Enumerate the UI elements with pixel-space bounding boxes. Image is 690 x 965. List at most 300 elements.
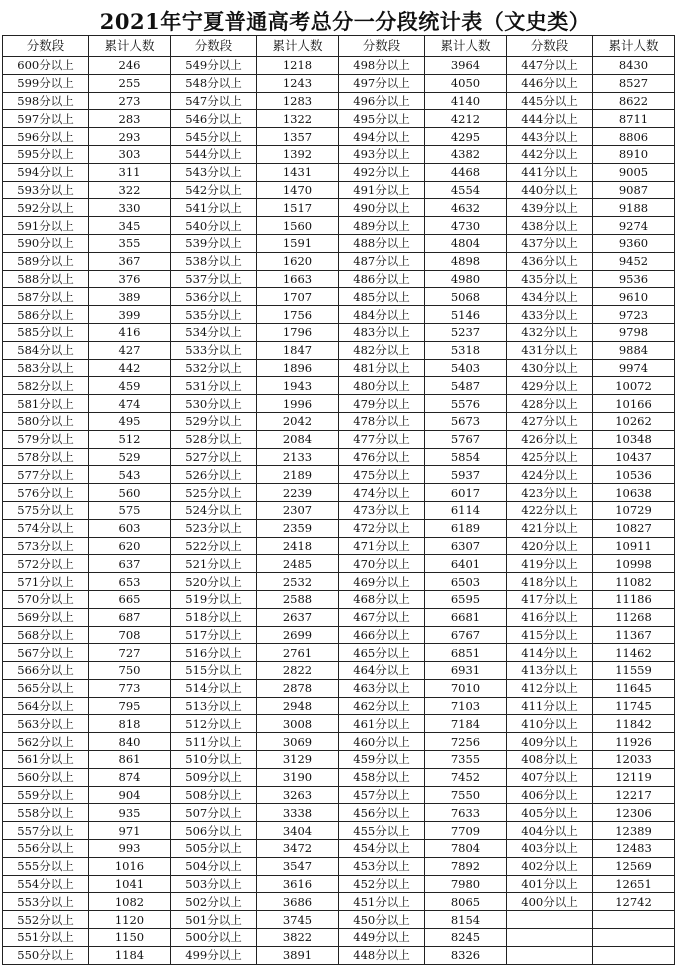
- cumulative-count-cell: 10911: [593, 537, 675, 555]
- header-cumulative-count: 累计人数: [425, 36, 507, 57]
- score-range-cell: 578分以上: [3, 448, 89, 466]
- cumulative-count-cell: 246: [89, 57, 171, 75]
- cumulative-count-cell: 5146: [425, 306, 507, 324]
- cumulative-count-cell: 1082: [89, 893, 171, 911]
- cumulative-count-cell: [593, 946, 675, 964]
- score-range-cell: 406分以上: [507, 786, 593, 804]
- score-range-cell: 433分以上: [507, 306, 593, 324]
- cumulative-count-cell: 3616: [257, 875, 339, 893]
- page-title: 2021年宁夏普通高考总分一分段统计表（文史类）: [99, 9, 591, 34]
- cumulative-count-cell: 6681: [425, 608, 507, 626]
- score-range-cell: 594分以上: [3, 163, 89, 181]
- cumulative-count-cell: 5068: [425, 288, 507, 306]
- cumulative-count-cell: 773: [89, 679, 171, 697]
- cumulative-count-cell: 10166: [593, 395, 675, 413]
- score-range-cell: 554分以上: [3, 875, 89, 893]
- score-range-cell: 516分以上: [171, 644, 257, 662]
- score-range-cell: 598分以上: [3, 92, 89, 110]
- cumulative-count-cell: 795: [89, 697, 171, 715]
- cumulative-count-cell: 1041: [89, 875, 171, 893]
- cumulative-count-cell: 12651: [593, 875, 675, 893]
- cumulative-count-cell: 8622: [593, 92, 675, 110]
- table-row: [3, 252, 675, 270]
- cumulative-count-cell: 1392: [257, 145, 339, 163]
- cumulative-count-cell: 4980: [425, 270, 507, 288]
- cumulative-count-cell: 12306: [593, 804, 675, 822]
- cumulative-count-cell: 11745: [593, 697, 675, 715]
- score-range-cell: 449分以上: [339, 929, 425, 947]
- cumulative-count-cell: 7892: [425, 857, 507, 875]
- cumulative-count-cell: 4468: [425, 163, 507, 181]
- cumulative-count-cell: 283: [89, 110, 171, 128]
- score-range-cell: 511分以上: [171, 733, 257, 751]
- cumulative-count-cell: 11082: [593, 573, 675, 591]
- cumulative-count-cell: 1322: [257, 110, 339, 128]
- header-score-range: 分数段: [339, 36, 425, 57]
- score-range-cell: 485分以上: [339, 288, 425, 306]
- cumulative-count-cell: 1517: [257, 199, 339, 217]
- score-range-cell: 480分以上: [339, 377, 425, 395]
- table-row: [3, 234, 675, 252]
- score-range-cell: 464分以上: [339, 662, 425, 680]
- score-range-cell: [507, 911, 593, 929]
- score-range-cell: 452分以上: [339, 875, 425, 893]
- score-range-cell: [507, 946, 593, 964]
- cumulative-count-cell: 575: [89, 501, 171, 519]
- cumulative-count-cell: 1896: [257, 359, 339, 377]
- score-range-cell: 523分以上: [171, 519, 257, 537]
- score-range-cell: 459分以上: [339, 751, 425, 769]
- cumulative-count-cell: 6851: [425, 644, 507, 662]
- score-range-cell: 421分以上: [507, 519, 593, 537]
- score-range-cell: 530分以上: [171, 395, 257, 413]
- cumulative-count-cell: 10437: [593, 448, 675, 466]
- cumulative-count-cell: 255: [89, 74, 171, 92]
- cumulative-count-cell: 3338: [257, 804, 339, 822]
- cumulative-count-cell: 8154: [425, 911, 507, 929]
- score-range-cell: 596分以上: [3, 128, 89, 146]
- score-range-cell: 560分以上: [3, 768, 89, 786]
- score-range-cell: 448分以上: [339, 946, 425, 964]
- score-range-cell: 590分以上: [3, 234, 89, 252]
- score-range-cell: 592分以上: [3, 199, 89, 217]
- score-range-cell: 445分以上: [507, 92, 593, 110]
- table-row: [3, 484, 675, 502]
- header-score-range: 分数段: [507, 36, 593, 57]
- score-range-cell: 466分以上: [339, 626, 425, 644]
- cumulative-count-cell: 2307: [257, 501, 339, 519]
- cumulative-count-cell: 8910: [593, 145, 675, 163]
- cumulative-count-cell: 6401: [425, 555, 507, 573]
- score-range-cell: 524分以上: [171, 501, 257, 519]
- cumulative-count-cell: 273: [89, 92, 171, 110]
- score-range-cell: 471分以上: [339, 537, 425, 555]
- score-range-cell: 581分以上: [3, 395, 89, 413]
- cumulative-count-cell: 2948: [257, 697, 339, 715]
- cumulative-count-cell: 1357: [257, 128, 339, 146]
- cumulative-count-cell: 1184: [89, 946, 171, 964]
- cumulative-count-cell: 8711: [593, 110, 675, 128]
- cumulative-count-cell: 8527: [593, 74, 675, 92]
- cumulative-count-cell: 303: [89, 145, 171, 163]
- score-range-cell: 498分以上: [339, 57, 425, 75]
- table-row: [3, 537, 675, 555]
- score-range-cell: 512分以上: [171, 715, 257, 733]
- score-range-cell: 447分以上: [507, 57, 593, 75]
- score-range-cell: 527分以上: [171, 448, 257, 466]
- cumulative-count-cell: 3190: [257, 768, 339, 786]
- score-range-cell: 542分以上: [171, 181, 257, 199]
- cumulative-count-cell: 750: [89, 662, 171, 680]
- score-range-cell: 432分以上: [507, 323, 593, 341]
- cumulative-count-cell: 367: [89, 252, 171, 270]
- cumulative-count-cell: 687: [89, 608, 171, 626]
- score-range-cell: 546分以上: [171, 110, 257, 128]
- table-row: [3, 359, 675, 377]
- score-range-cell: 481分以上: [339, 359, 425, 377]
- cumulative-count-cell: 2822: [257, 662, 339, 680]
- cumulative-count-cell: 4632: [425, 199, 507, 217]
- header-cumulative-count: 累计人数: [89, 36, 171, 57]
- score-range-cell: 483分以上: [339, 323, 425, 341]
- cumulative-count-cell: 708: [89, 626, 171, 644]
- table-row: [3, 395, 675, 413]
- cumulative-count-cell: 427: [89, 341, 171, 359]
- cumulative-count-cell: 2588: [257, 590, 339, 608]
- score-range-cell: 520分以上: [171, 573, 257, 591]
- cumulative-count-cell: 416: [89, 323, 171, 341]
- cumulative-count-cell: 11926: [593, 733, 675, 751]
- score-range-cell: 439分以上: [507, 199, 593, 217]
- score-range-cell: 534分以上: [171, 323, 257, 341]
- cumulative-count-cell: [593, 911, 675, 929]
- cumulative-count-cell: [593, 929, 675, 947]
- cumulative-count-cell: 1120: [89, 911, 171, 929]
- score-range-cell: 401分以上: [507, 875, 593, 893]
- cumulative-count-cell: 9188: [593, 199, 675, 217]
- cumulative-count-cell: 11462: [593, 644, 675, 662]
- table-row: [3, 573, 675, 591]
- table-row: [3, 128, 675, 146]
- table-row: [3, 323, 675, 341]
- score-range-cell: 579分以上: [3, 430, 89, 448]
- score-range-cell: 412分以上: [507, 679, 593, 697]
- score-range-cell: 565分以上: [3, 679, 89, 697]
- table-row: [3, 644, 675, 662]
- score-range-cell: 568分以上: [3, 626, 89, 644]
- cumulative-count-cell: 1796: [257, 323, 339, 341]
- table-row: [3, 163, 675, 181]
- cumulative-count-cell: 3472: [257, 840, 339, 858]
- score-range-cell: 543分以上: [171, 163, 257, 181]
- table-row: [3, 466, 675, 484]
- score-range-cell: 469分以上: [339, 573, 425, 591]
- table-row: [3, 751, 675, 769]
- cumulative-count-cell: 727: [89, 644, 171, 662]
- score-range-cell: 482分以上: [339, 341, 425, 359]
- table-row: [3, 181, 675, 199]
- cumulative-count-cell: 5318: [425, 341, 507, 359]
- score-range-cell: 566分以上: [3, 662, 89, 680]
- cumulative-count-cell: 603: [89, 519, 171, 537]
- table-row: [3, 306, 675, 324]
- cumulative-count-cell: 1943: [257, 377, 339, 395]
- table-row: [3, 608, 675, 626]
- cumulative-count-cell: 9087: [593, 181, 675, 199]
- cumulative-count-cell: 818: [89, 715, 171, 733]
- cumulative-count-cell: 12119: [593, 768, 675, 786]
- score-range-cell: 443分以上: [507, 128, 593, 146]
- score-range-cell: 420分以上: [507, 537, 593, 555]
- score-range-cell: 559分以上: [3, 786, 89, 804]
- cumulative-count-cell: 3964: [425, 57, 507, 75]
- cumulative-count-cell: 3822: [257, 929, 339, 947]
- score-range-cell: 408分以上: [507, 751, 593, 769]
- score-range-cell: 526分以上: [171, 466, 257, 484]
- cumulative-count-cell: 6017: [425, 484, 507, 502]
- cumulative-count-cell: 1431: [257, 163, 339, 181]
- cumulative-count-cell: 12742: [593, 893, 675, 911]
- table-row: [3, 501, 675, 519]
- score-range-cell: 588分以上: [3, 270, 89, 288]
- cumulative-count-cell: 861: [89, 751, 171, 769]
- score-range-cell: 413分以上: [507, 662, 593, 680]
- score-range-cell: 571分以上: [3, 573, 89, 591]
- score-range-cell: 475分以上: [339, 466, 425, 484]
- cumulative-count-cell: 9005: [593, 163, 675, 181]
- score-range-cell: 499分以上: [171, 946, 257, 964]
- score-range-cell: 414分以上: [507, 644, 593, 662]
- cumulative-count-cell: 11367: [593, 626, 675, 644]
- cumulative-count-cell: 5487: [425, 377, 507, 395]
- score-range-cell: 425分以上: [507, 448, 593, 466]
- cumulative-count-cell: 6114: [425, 501, 507, 519]
- table-row: [3, 697, 675, 715]
- score-range-cell: 489分以上: [339, 217, 425, 235]
- score-range-cell: 430分以上: [507, 359, 593, 377]
- cumulative-count-cell: 6189: [425, 519, 507, 537]
- score-range-cell: [507, 929, 593, 947]
- cumulative-count-cell: 11645: [593, 679, 675, 697]
- cumulative-count-cell: 512: [89, 430, 171, 448]
- score-range-cell: 440分以上: [507, 181, 593, 199]
- cumulative-count-cell: 1707: [257, 288, 339, 306]
- cumulative-count-cell: 2189: [257, 466, 339, 484]
- cumulative-count-cell: 10348: [593, 430, 675, 448]
- score-range-cell: 492分以上: [339, 163, 425, 181]
- score-range-cell: 411分以上: [507, 697, 593, 715]
- score-range-cell: 564分以上: [3, 697, 89, 715]
- score-range-cell: 541分以上: [171, 199, 257, 217]
- cumulative-count-cell: 560: [89, 484, 171, 502]
- cumulative-count-cell: 9274: [593, 217, 675, 235]
- cumulative-count-cell: 322: [89, 181, 171, 199]
- score-range-cell: 539分以上: [171, 234, 257, 252]
- score-range-cell: 434分以上: [507, 288, 593, 306]
- cumulative-count-cell: 7184: [425, 715, 507, 733]
- cumulative-count-cell: 2418: [257, 537, 339, 555]
- score-range-cell: 468分以上: [339, 590, 425, 608]
- cumulative-count-cell: 7550: [425, 786, 507, 804]
- score-range-cell: 422分以上: [507, 501, 593, 519]
- score-range-cell: 455分以上: [339, 822, 425, 840]
- table-row: [3, 893, 675, 911]
- score-table: [2, 35, 675, 965]
- header-row: [3, 36, 675, 57]
- score-range-cell: 549分以上: [171, 57, 257, 75]
- score-range-cell: 532分以上: [171, 359, 257, 377]
- score-range-cell: 586分以上: [3, 306, 89, 324]
- table-row: [3, 626, 675, 644]
- cumulative-count-cell: 1620: [257, 252, 339, 270]
- score-range-cell: 515分以上: [171, 662, 257, 680]
- score-range-cell: 457分以上: [339, 786, 425, 804]
- cumulative-count-cell: 8245: [425, 929, 507, 947]
- table-row: [3, 590, 675, 608]
- cumulative-count-cell: 3547: [257, 857, 339, 875]
- cumulative-count-cell: 1150: [89, 929, 171, 947]
- score-range-cell: 472分以上: [339, 519, 425, 537]
- table-row: [3, 199, 675, 217]
- score-range-cell: 460分以上: [339, 733, 425, 751]
- score-range-cell: 438分以上: [507, 217, 593, 235]
- cumulative-count-cell: 971: [89, 822, 171, 840]
- table-row: [3, 733, 675, 751]
- table-row: [3, 911, 675, 929]
- score-range-cell: 488分以上: [339, 234, 425, 252]
- score-range-cell: 521分以上: [171, 555, 257, 573]
- score-range-cell: 426分以上: [507, 430, 593, 448]
- score-range-cell: 405分以上: [507, 804, 593, 822]
- score-range-cell: 431分以上: [507, 341, 593, 359]
- score-range-cell: 403分以上: [507, 840, 593, 858]
- cumulative-count-cell: 355: [89, 234, 171, 252]
- cumulative-count-cell: 653: [89, 573, 171, 591]
- table-row: [3, 92, 675, 110]
- cumulative-count-cell: 6767: [425, 626, 507, 644]
- table-row: [3, 270, 675, 288]
- cumulative-count-cell: 12033: [593, 751, 675, 769]
- cumulative-count-cell: 2761: [257, 644, 339, 662]
- score-range-cell: 540分以上: [171, 217, 257, 235]
- score-range-cell: 505分以上: [171, 840, 257, 858]
- score-range-cell: 429分以上: [507, 377, 593, 395]
- table-row: [3, 288, 675, 306]
- cumulative-count-cell: 8065: [425, 893, 507, 911]
- score-range-cell: 461分以上: [339, 715, 425, 733]
- score-range-cell: 473分以上: [339, 501, 425, 519]
- score-range-cell: 547分以上: [171, 92, 257, 110]
- cumulative-count-cell: 3069: [257, 733, 339, 751]
- score-range-cell: 478分以上: [339, 412, 425, 430]
- score-range-cell: 509分以上: [171, 768, 257, 786]
- score-range-cell: 519分以上: [171, 590, 257, 608]
- cumulative-count-cell: 529: [89, 448, 171, 466]
- cumulative-count-cell: 1663: [257, 270, 339, 288]
- score-range-cell: 552分以上: [3, 911, 89, 929]
- score-range-cell: 417分以上: [507, 590, 593, 608]
- cumulative-count-cell: 7355: [425, 751, 507, 769]
- score-range-cell: 583分以上: [3, 359, 89, 377]
- cumulative-count-cell: 7010: [425, 679, 507, 697]
- cumulative-count-cell: 2699: [257, 626, 339, 644]
- cumulative-count-cell: 1996: [257, 395, 339, 413]
- score-range-cell: 424分以上: [507, 466, 593, 484]
- table-row: [3, 110, 675, 128]
- score-range-cell: 506分以上: [171, 822, 257, 840]
- score-range-cell: 407分以上: [507, 768, 593, 786]
- score-range-cell: 504分以上: [171, 857, 257, 875]
- cumulative-count-cell: 5767: [425, 430, 507, 448]
- cumulative-count-cell: 7256: [425, 733, 507, 751]
- score-range-cell: 442分以上: [507, 145, 593, 163]
- table-row: [3, 217, 675, 235]
- cumulative-count-cell: 389: [89, 288, 171, 306]
- score-range-cell: 538分以上: [171, 252, 257, 270]
- score-range-cell: 567分以上: [3, 644, 89, 662]
- cumulative-count-cell: 11559: [593, 662, 675, 680]
- score-range-cell: 587分以上: [3, 288, 89, 306]
- cumulative-count-cell: 495: [89, 412, 171, 430]
- cumulative-count-cell: 3686: [257, 893, 339, 911]
- score-range-cell: 495分以上: [339, 110, 425, 128]
- cumulative-count-cell: 4804: [425, 234, 507, 252]
- score-range-cell: 454分以上: [339, 840, 425, 858]
- score-range-cell: 500分以上: [171, 929, 257, 947]
- score-range-cell: 536分以上: [171, 288, 257, 306]
- score-range-cell: 503分以上: [171, 875, 257, 893]
- cumulative-count-cell: 840: [89, 733, 171, 751]
- cumulative-count-cell: 9536: [593, 270, 675, 288]
- table-row: [3, 804, 675, 822]
- cumulative-count-cell: 6595: [425, 590, 507, 608]
- cumulative-count-cell: 5937: [425, 466, 507, 484]
- table-row: [3, 555, 675, 573]
- header-score-range: 分数段: [171, 36, 257, 57]
- cumulative-count-cell: 874: [89, 768, 171, 786]
- table-row: [3, 430, 675, 448]
- score-range-cell: 427分以上: [507, 412, 593, 430]
- cumulative-count-cell: 2042: [257, 412, 339, 430]
- cumulative-count-cell: 4295: [425, 128, 507, 146]
- cumulative-count-cell: 5403: [425, 359, 507, 377]
- cumulative-count-cell: 4898: [425, 252, 507, 270]
- cumulative-count-cell: 1016: [89, 857, 171, 875]
- score-range-cell: 573分以上: [3, 537, 89, 555]
- cumulative-count-cell: 7980: [425, 875, 507, 893]
- score-range-cell: 436分以上: [507, 252, 593, 270]
- cumulative-count-cell: 1283: [257, 92, 339, 110]
- table-row: [3, 662, 675, 680]
- cumulative-count-cell: 9452: [593, 252, 675, 270]
- score-range-cell: 490分以上: [339, 199, 425, 217]
- score-range-cell: 465分以上: [339, 644, 425, 662]
- score-range-cell: 562分以上: [3, 733, 89, 751]
- table-row: [3, 57, 675, 75]
- table-row: [3, 822, 675, 840]
- cumulative-count-cell: 2637: [257, 608, 339, 626]
- score-range-cell: 550分以上: [3, 946, 89, 964]
- cumulative-count-cell: 1591: [257, 234, 339, 252]
- cumulative-count-cell: 620: [89, 537, 171, 555]
- cumulative-count-cell: 311: [89, 163, 171, 181]
- score-range-cell: 597分以上: [3, 110, 89, 128]
- table-row: [3, 768, 675, 786]
- score-range-cell: 563分以上: [3, 715, 89, 733]
- cumulative-count-cell: 459: [89, 377, 171, 395]
- cumulative-count-cell: 474: [89, 395, 171, 413]
- cumulative-count-cell: 904: [89, 786, 171, 804]
